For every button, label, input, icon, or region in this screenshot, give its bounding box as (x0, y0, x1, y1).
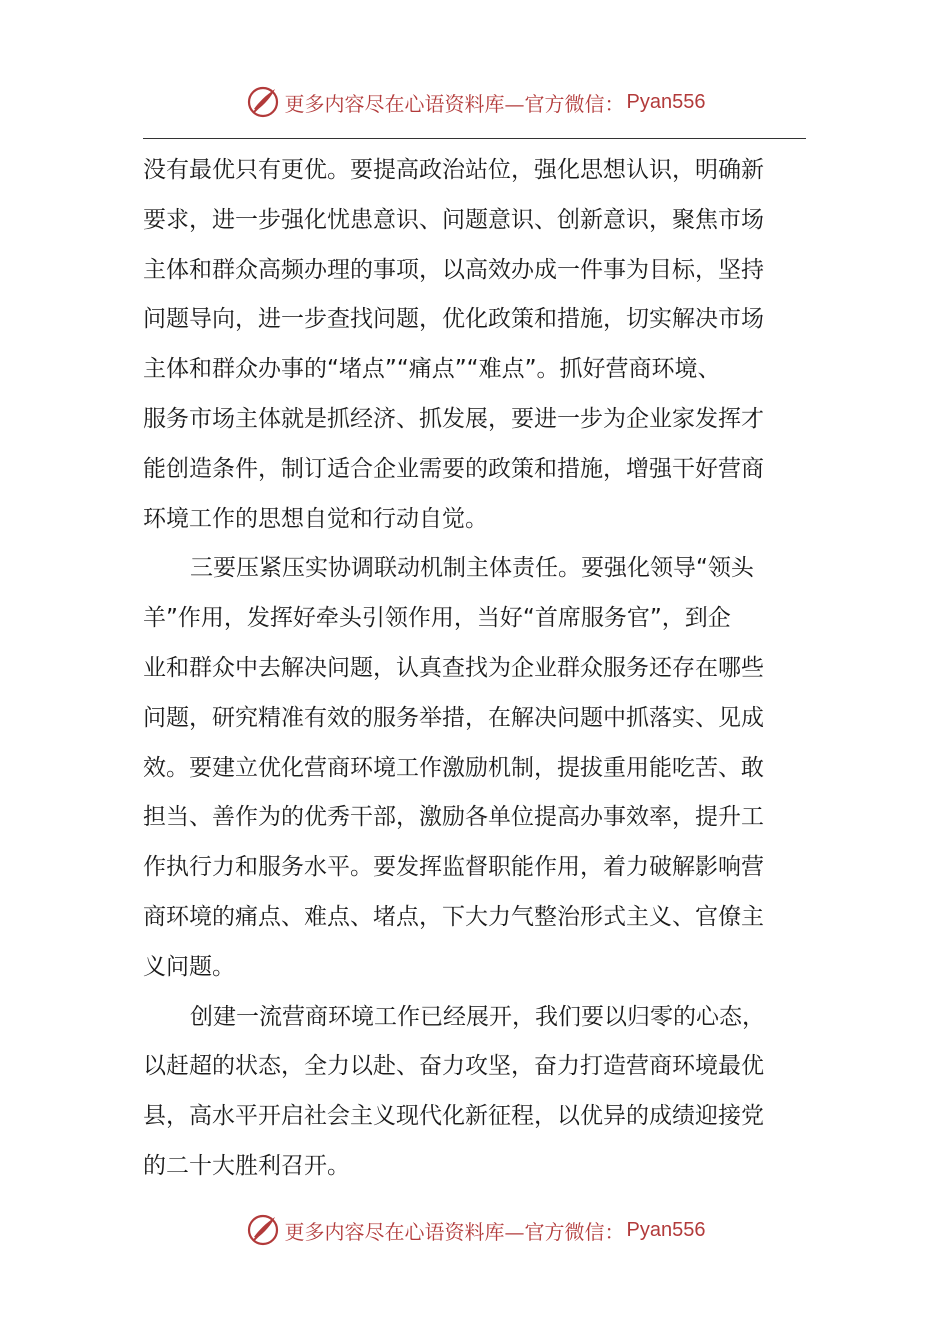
text-line: 义问题。 (143, 953, 235, 980)
text-line: 服务市场主体就是抓经济、抓发展，要进一步为企业家发挥才 (143, 405, 764, 432)
text-line: 主体和群众办事的“堵点”“痛点”“难点”。抓好营商环境、 (143, 356, 721, 383)
text-line: 效。要建立优化营商环境工作激励机制，提拔重用能吃苦、敢 (143, 754, 764, 781)
paragraph-3 (143, 993, 807, 1192)
document-body (143, 146, 807, 1192)
text-line: 作执行力和服务水平。要发挥监督职能作用，着力破解影响营 (143, 854, 764, 881)
header-divider (143, 138, 806, 139)
text-line: 县，高水平开启社会主义现代化新征程，以优异的成绩迎接党 (143, 1103, 764, 1130)
footer-wechat-id: Pyan556 (626, 1218, 706, 1241)
footer-banner (0, 1210, 950, 1250)
text-line: 要求，进一步强化忧患意识、问题意识、创新意识，聚焦市场 (143, 206, 764, 233)
text-line: 三要压紧压实协调联动机制主体责任。要强化领导“领头 (190, 555, 754, 582)
quill-pen-logo-icon (245, 1212, 281, 1248)
text-line: 创建一流营商环境工作已经展开，我们要以归零的心态， (190, 1003, 765, 1030)
header-banner-text: 更多内容尽在心语资料库—官方微信： (284, 91, 625, 116)
text-line: 羊”作用，发挥好牵头引领作用，当好“首席服务官”，到企 (143, 605, 731, 632)
text-line: 没有最优只有更优。要提高政治站位，强化思想认识，明确新 (143, 157, 764, 183)
text-line: 商环境的痛点、难点、堵点，下大力气整治形式主义、官僚主 (143, 903, 764, 930)
paragraph-1 (143, 146, 807, 544)
text-line: 环境工作的思想自觉和行动自觉。 (143, 505, 488, 532)
footer-banner-text: 更多内容尽在心语资料库—官方微信： (284, 1219, 625, 1244)
header-banner (0, 82, 950, 122)
text-line: 担当、善作为的优秀干部，激励各单位提高办事效率，提升工 (143, 804, 764, 831)
header-wechat-id: Pyan556 (626, 90, 706, 113)
quill-pen-logo-icon (245, 84, 281, 120)
text-line: 的二十大胜利召开。 (143, 1152, 350, 1179)
text-line: 业和群众中去解决问题，认真查找为企业群众服务还存在哪些 (143, 654, 764, 681)
text-line: 以赶超的状态，全力以赴、奋力攻坚，奋力打造营商环境最优 (143, 1053, 764, 1080)
paragraph-2 (143, 544, 807, 992)
text-line: 问题导向，进一步查找问题，优化政策和措施，切实解决市场 (143, 306, 764, 333)
text-line: 能创造条件，制订适合企业需要的政策和措施，增强干好营商 (143, 455, 764, 482)
text-line: 主体和群众高频办理的事项，以高效办成一件事为目标，坚持 (143, 256, 764, 283)
text-line: 问题，研究精准有效的服务举措，在解决问题中抓落实、见成 (143, 704, 764, 731)
